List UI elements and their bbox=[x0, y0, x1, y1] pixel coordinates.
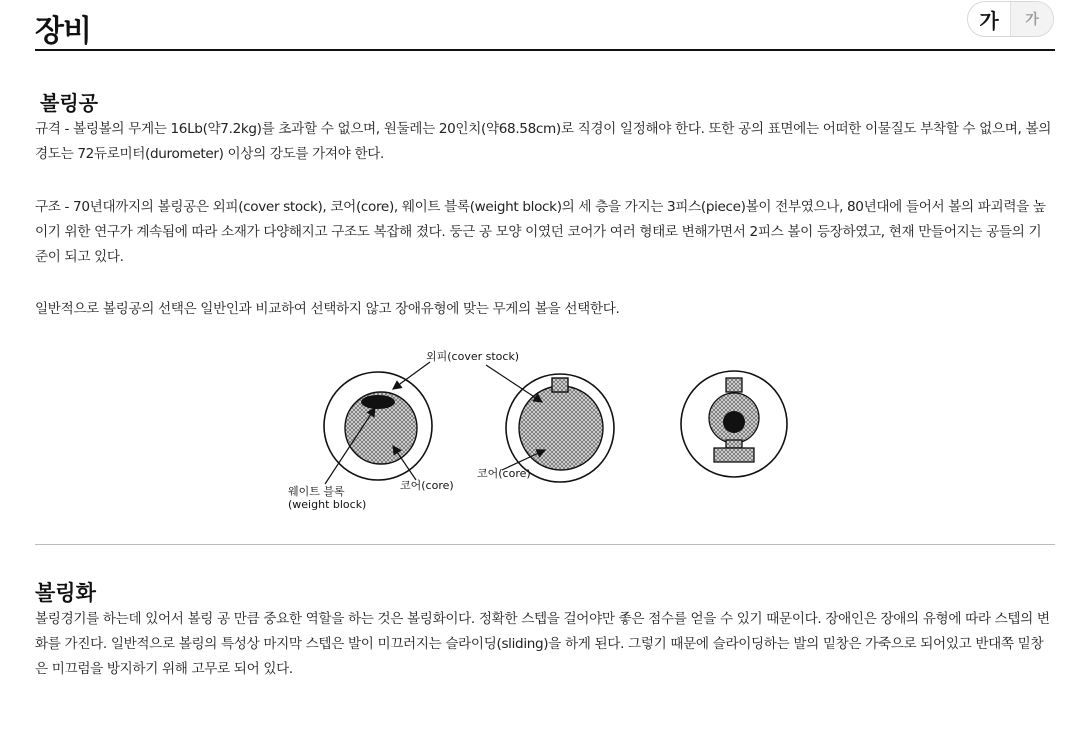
font-size-large-button[interactable]: 가 bbox=[979, 8, 999, 33]
bowling-ball-structure-diagram bbox=[280, 344, 800, 516]
three-piece-ball-diagram bbox=[324, 372, 432, 480]
font-size-small-button[interactable]: 가 bbox=[1010, 2, 1053, 36]
page-title: 장비 bbox=[35, 14, 91, 49]
label-core-left: 코어(core) bbox=[400, 479, 454, 492]
section-heading-bowling-shoes: 볼링화 bbox=[35, 581, 96, 605]
label-core-right: 코어(core) bbox=[477, 467, 531, 480]
label-cover-stock: 외피(cover stock) bbox=[426, 350, 520, 363]
paragraph-bowling-shoes: 볼링경기를 하는데 있어서 볼링 공 만큼 중요한 역할을 하는 것은 볼링화이다. 정확한 스텝을 걸어야만 좋은 점수를 얻을 수 있기 때문이다. 장애인은 장애의 유형에 따라 스텝의 변화를 가진다. 일반적으로 볼링의 특성상 마지막 스텝은 발이 미끄러지는 슬라이딩(sliding)을 하게 된다. 그렇기 때문에 슬라이딩하는 발의 밑창은 가죽으로 되어있고 반대쪽 밑창은 미끄럼을 방지하기 위해 고무로 되어 있다. bbox=[35, 611, 1050, 677]
label-weight-block-en: (weight block) bbox=[288, 498, 367, 511]
section-heading-bowling-ball: 볼링공 bbox=[40, 91, 98, 115]
label-weight-block-ko: 웨이트 블록 bbox=[288, 485, 345, 498]
section-divider bbox=[35, 544, 1055, 545]
paragraph-structure: 구조 - 70년대까지의 볼링공은 외피(cover stock), 코어(core), 웨이트 블록(weight block)의 세 층을 가지는 3피스(piece)볼이 전부였으나, 80년대에 들어서 볼의 파괴력을 높이기 위한 연구가 계속됨에 따라 소재가 다양해지고 구조도 복잡해 졌다. 둥근 공 모양 이였던 코어가 여러 형태로 변해가면서 2피스 볼이 등장하였고, 현재 만들어지는 공들의 기준이 되고 있다. bbox=[35, 199, 1046, 265]
paragraph-selection: 일반적으로 볼링공의 선택은 일반인과 비교하여 선택하지 않고 장애유형에 맞는 무게의 볼을 선택한다. bbox=[35, 301, 620, 317]
font-size-toggle bbox=[967, 1, 1054, 37]
modern-core-ball-diagram bbox=[681, 371, 787, 477]
title-divider bbox=[35, 49, 1055, 51]
two-piece-ball-diagram bbox=[506, 374, 614, 482]
paragraph-specification: 규격 - 볼링볼의 무게는 16Lb(약7.2kg)를 초과할 수 없으며, 원둘레는 20인치(약68.58cm)로 직경이 일정해야 한다. 또한 공의 표면에는 어떠한 이물질도 부착할 수 없으며, 볼의경도는 72듀로미터(durometer) 이상의 강도를 가져야 한다. bbox=[35, 121, 1052, 162]
